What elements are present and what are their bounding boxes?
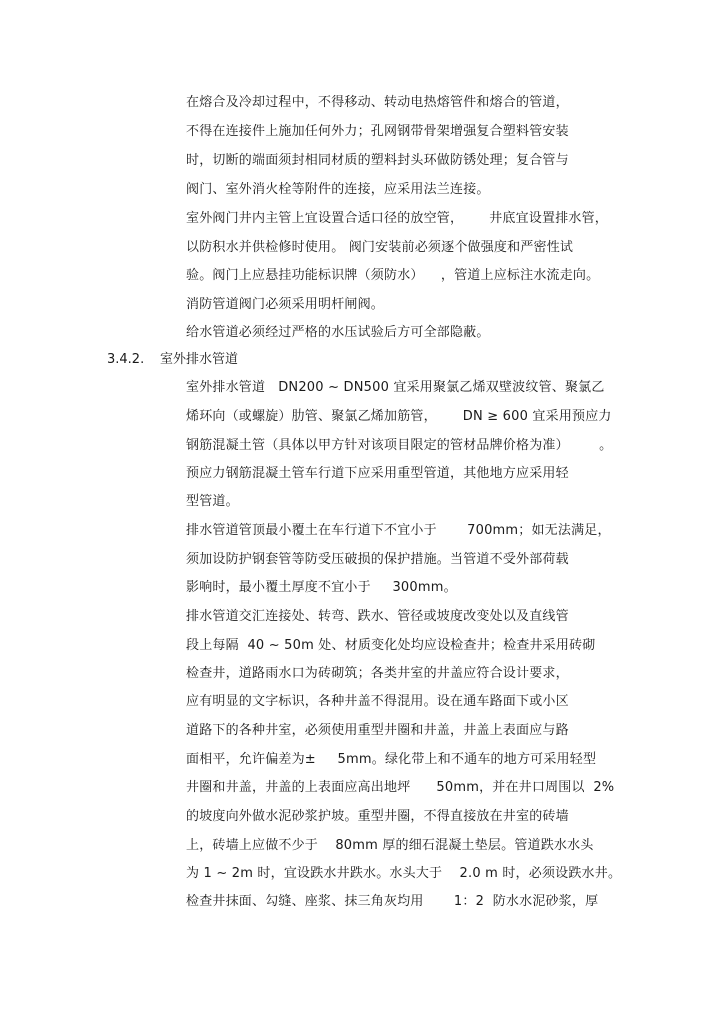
paragraph-line: 应有明显的文字标识，各种井盖不得混用。设在通车路面下或小区 (186, 694, 569, 709)
paragraph-line: 面相平，允许偏差为± 5mm。绿化带上和不通车的地方可采用轻型 (186, 752, 597, 767)
paragraph-line: 钢筋混凝土管（具体以甲方针对该项目限定的管材品牌价格为准） 。 (186, 438, 613, 453)
paragraph-line: 室外排水管道 DN200 ~ DN500 宜采用聚氯乙烯双壁波纹管、聚氯乙 (186, 380, 605, 395)
section-title: 室外排水管道 (160, 352, 239, 367)
paragraph-line: 须加设防护钢套管等防受压破损的保护措施。当管道不受外部荷载 (186, 552, 569, 567)
paragraph-line: 的坡度向外做水泥砂浆护坡。重型井圈，不得直接放在井室的砖墙 (186, 809, 569, 824)
paragraph-line: 型管道。 (186, 494, 239, 509)
paragraph-line: 影响时，最小覆土厚度不宜小于 300mm。 (186, 580, 457, 595)
paragraph-line: 给水管道必须经过严格的水压试验后方可全部隐蔽。 (186, 325, 490, 340)
paragraph-line: 以防积水并供检修时使用。 阀门安装前必须逐个做强度和严密性试 (186, 240, 574, 255)
paragraph-line: 时，切断的端面须封相同材质的塑料封头环做防锈处理；复合管与 (186, 153, 569, 168)
paragraph-line: 排水管道管顶最小覆土在车行道下不宜小于 700mm；如无法满足， (186, 523, 611, 538)
paragraph-line: 为 1 ~ 2m 时，宜设跌水井跌水。水头大于 2.0 m 时，必须设跌水井。 (186, 866, 622, 881)
paragraph-line: 检查井，道路雨水口为砖砌筑；各类井室的井盖应符合设计要求， (186, 666, 569, 681)
paragraph-line: 消防管道阀门必须采用明杆闸阀。 (186, 297, 385, 312)
paragraph-line: 验。阀门上应悬挂功能标识牌（须防水） ，管道上应标注水流走向。 (186, 268, 600, 283)
paragraph-line: 不得在连接件上施加任何外力；孔网钢带骨架增强复合塑料管安装 (186, 124, 569, 139)
paragraph-line: 段上每隔 40 ~ 50m 处、材质变化处均应设检查井；检查井采用砖砌 (186, 638, 596, 653)
paragraph-line: 预应力钢筋混凝土管车行道下应采用重型管道，其他地方应采用轻 (186, 466, 569, 481)
paragraph-line: 道路下的各种井室，必须使用重型井圈和井盖，井盖上表面应与路 (186, 723, 569, 738)
paragraph-line: 室外阀门井内主管上宜设置合适口径的放空管， 井底宜设置排水管， (186, 211, 608, 226)
paragraph-line: 排水管道交汇连接处、转弯、跌水、管径或坡度改变处以及直线管 (186, 609, 569, 624)
paragraph-line: 上，砖墙上应做不少于 80mm 厚的细石混凝土垫层。管道跌水水头 (186, 838, 594, 853)
paragraph-line: 检查井抹面、勾缝、座浆、抹三角灰均用 1：2 防水水泥砂浆，厚 (186, 894, 599, 909)
section-number: 3.4.2. (107, 352, 145, 367)
paragraph-line: 在熔合及冷却过程中，不得移动、转动电热熔管件和熔合的管道， (186, 95, 569, 110)
paragraph-line: 阀门、室外消火栓等附件的连接，应采用法兰连接。 (186, 182, 490, 197)
paragraph-line: 井圈和井盖，井盖的上表面应高出地坪 50mm，并在井口周围以 2% (186, 780, 615, 795)
paragraph-line: 烯环向（或螺旋）肋管、聚氯乙烯加筋管， DN ≥ 600 宜采用预应力 (186, 409, 612, 424)
